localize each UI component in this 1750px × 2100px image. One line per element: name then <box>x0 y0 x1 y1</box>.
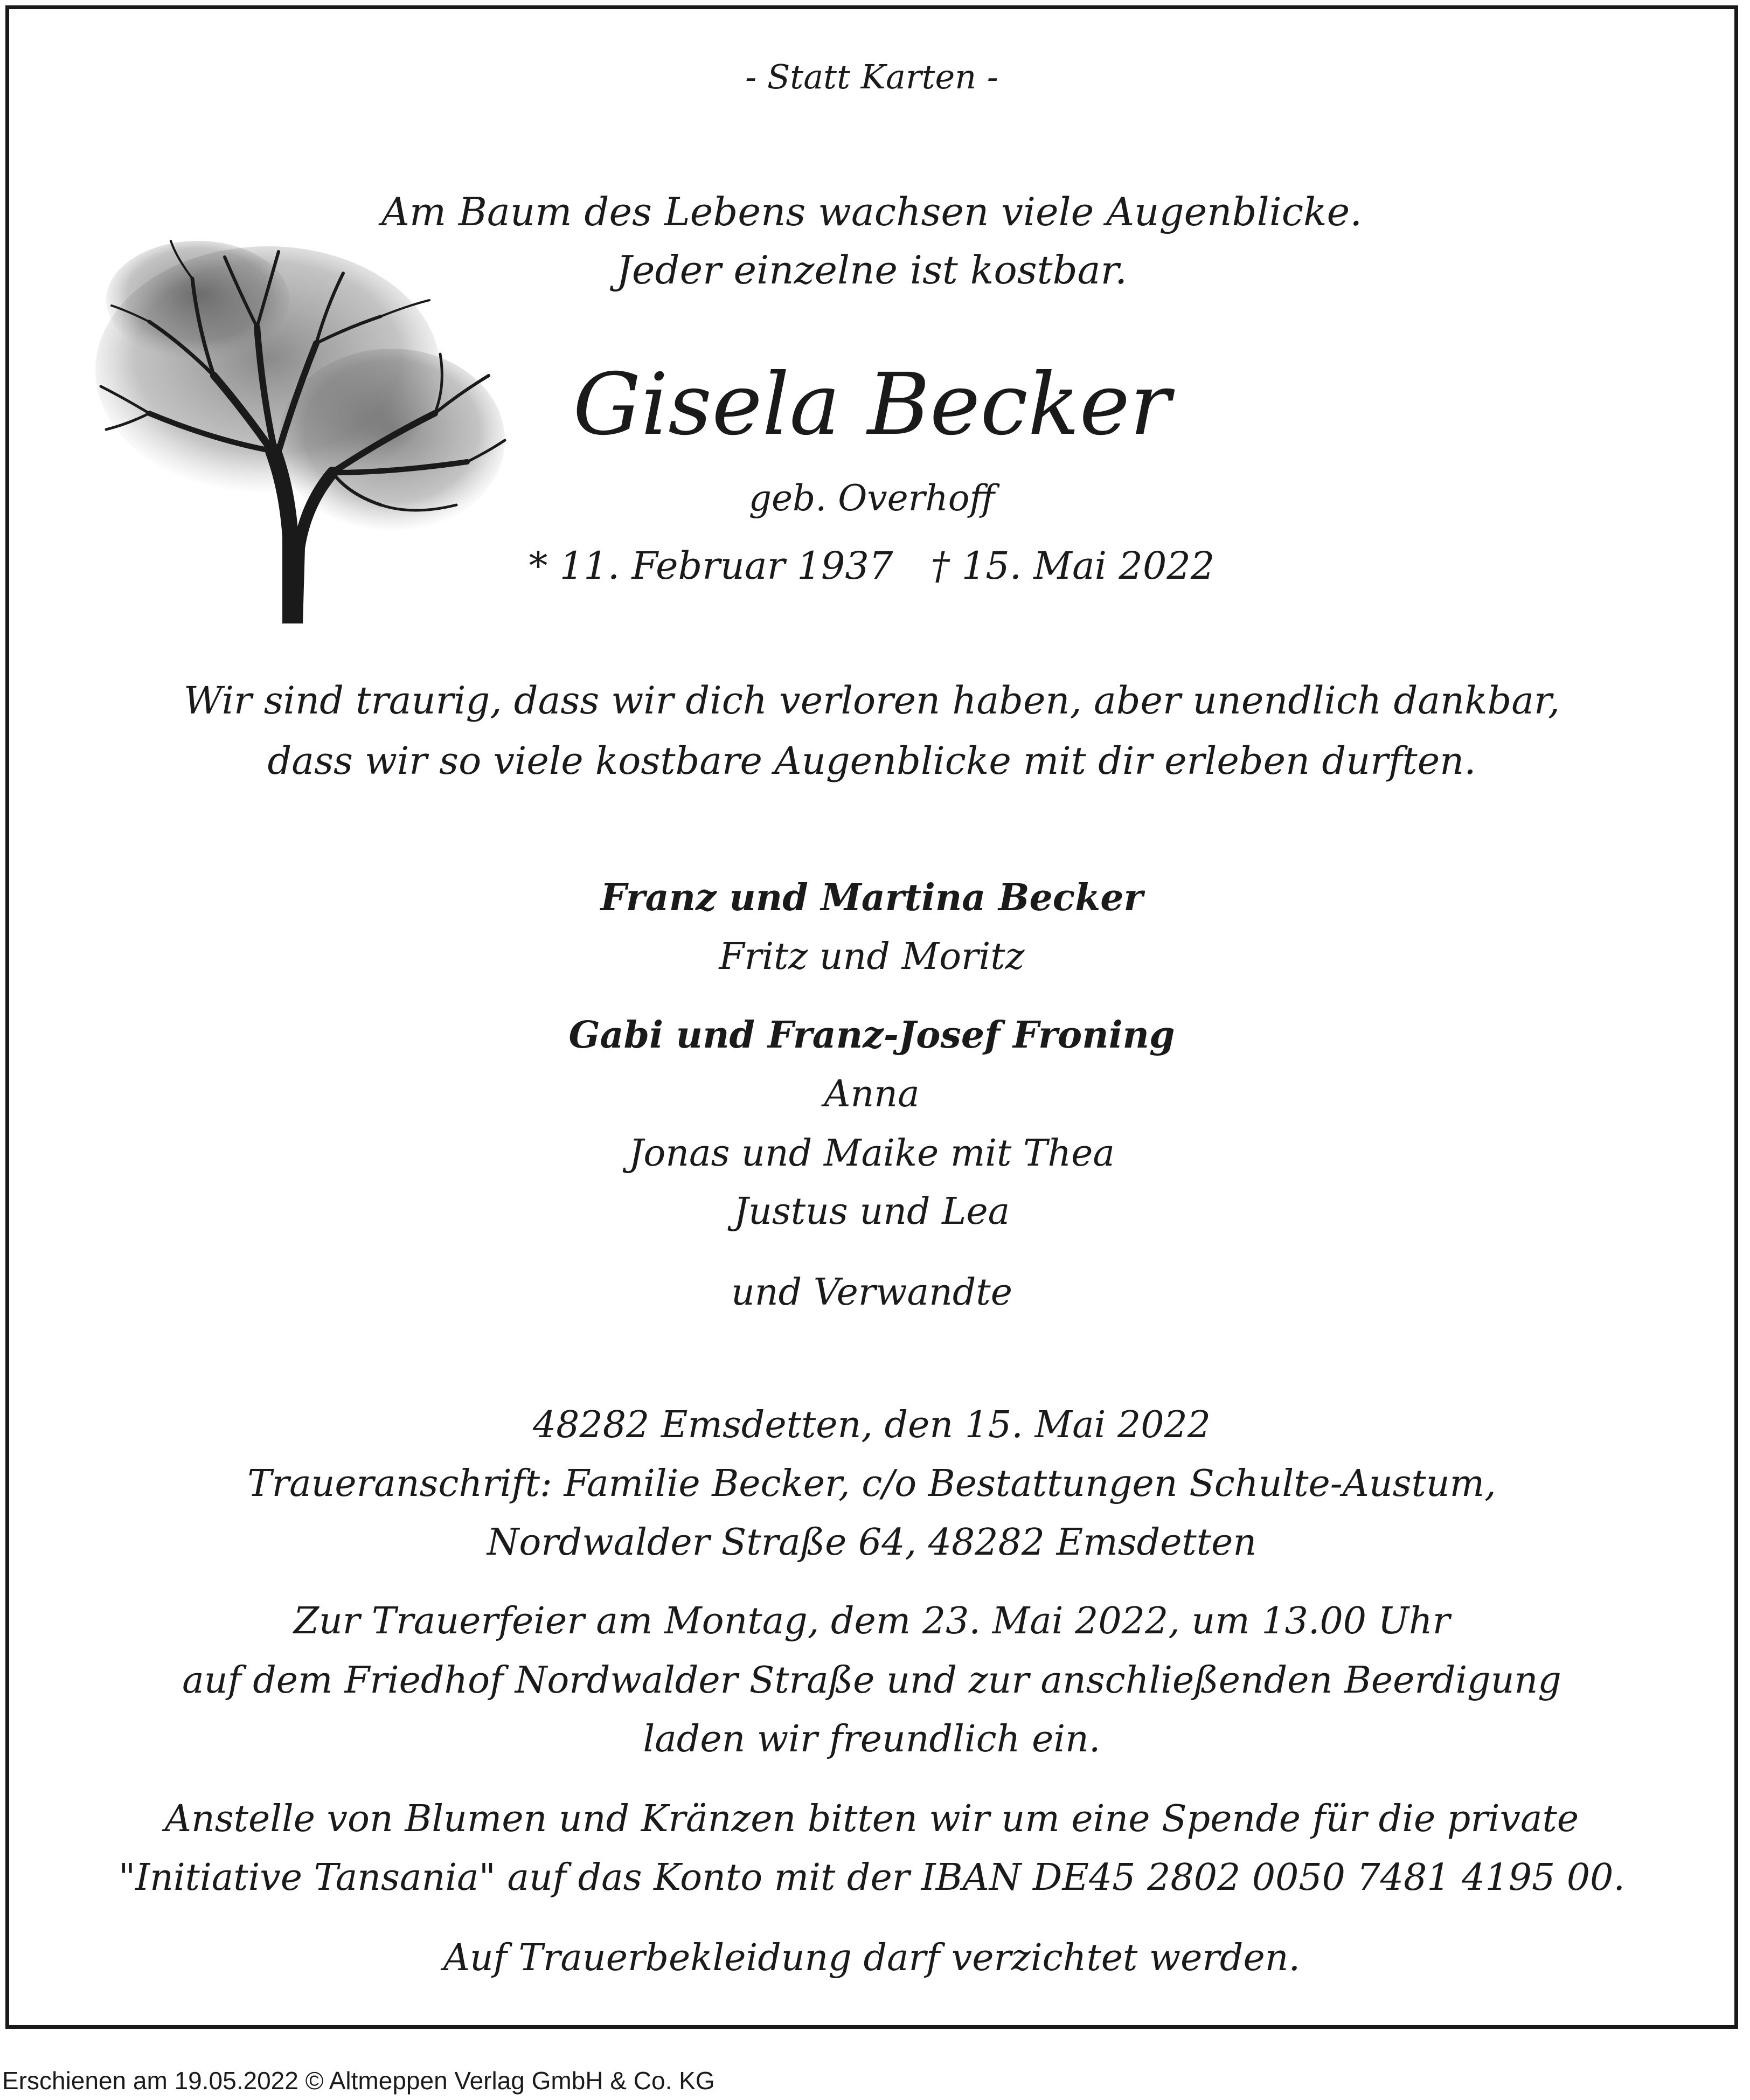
address-line-1: Traueranschrift: Familie Becker, c/o Bestattungen Schulte-Austum, <box>247 1463 1496 1505</box>
relatives: und Verwandte <box>731 1271 1012 1314</box>
dress-code: Auf Trauerbekleidung darf verzichtet werden. <box>443 1937 1301 1979</box>
family-2-head: Gabi und Franz-Josef Froning <box>568 1014 1175 1057</box>
address-line-2: Nordwalder Straße 64, 48282 Emsdetten <box>487 1521 1257 1564</box>
obituary-frame <box>5 5 1738 2029</box>
motto-line-2: Jeder einzelne ist kostbar. <box>616 247 1127 293</box>
family-2-member: Jonas und Maike mit Thea <box>629 1132 1115 1175</box>
death-date: † 15. Mai 2022 <box>930 544 1215 588</box>
motto-line-1: Am Baum des Lebens wachsen viele Augenblicke. <box>381 189 1363 234</box>
ceremony-line-2: auf dem Friedhof Nordwalder Straße und zur anschließenden Beerdigung <box>182 1659 1561 1702</box>
life-dates <box>9 544 1734 588</box>
message-line-2: dass wir so viele kostbare Augenblicke mit dir erleben durften. <box>267 739 1476 783</box>
birth-name: geb. Overhoff <box>748 477 995 519</box>
statt-karten: - Statt Karten - <box>745 57 998 96</box>
publication-footer: Erschienen am 19.05.2022 © Altmeppen Verlag GmbH & Co. KG <box>2 2067 715 2095</box>
place-date: 48282 Emsdetten, den 15. Mai 2022 <box>532 1404 1211 1446</box>
family-1-children: Fritz und Moritz <box>719 935 1025 978</box>
family-2-member: Justus und Lea <box>733 1190 1010 1233</box>
message-line-1: Wir sind traurig, dass wir dich verloren haben, aber unendlich dankbar, <box>183 678 1560 723</box>
family-1-head: Franz und Martina Becker <box>600 876 1143 919</box>
family-2-member: Anna <box>824 1073 920 1115</box>
ceremony-line-1: Zur Trauerfeier am Montag, dem 23. Mai 2022, um 13.00 Uhr <box>293 1600 1450 1642</box>
deceased-name: Gisela Becker <box>573 355 1171 454</box>
donation-line-1: Anstelle von Blumen und Kränzen bitten wir um eine Spende für die private <box>164 1798 1579 1840</box>
donation-line-2: "Initiative Tansania" auf das Konto mit der IBAN DE45 2802 0050 7481 4195 00. <box>118 1856 1625 1899</box>
birth-date: * 11. Februar 1937 <box>529 544 893 588</box>
ceremony-line-3: laden wir freundlich ein. <box>643 1718 1101 1761</box>
